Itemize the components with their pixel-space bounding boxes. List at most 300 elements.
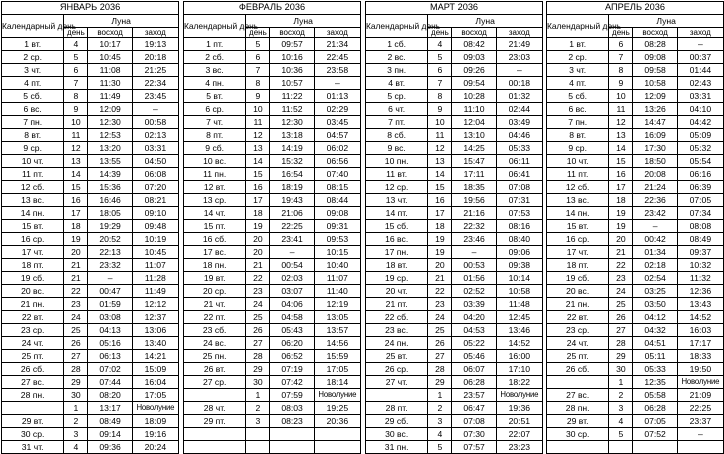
cell-calendar-day: 24 вс. bbox=[184, 337, 246, 350]
cell-moonset: 00:18 bbox=[496, 77, 542, 90]
cell-moon-day: 9 bbox=[428, 103, 452, 116]
cell-moon-day: 28 bbox=[609, 337, 633, 350]
cell-moonrise: 13:10 bbox=[452, 129, 496, 142]
cell-calendar-day: 28 пн. bbox=[547, 402, 609, 415]
cell-moonset: 20:24 bbox=[132, 441, 178, 454]
cell-moon-day: 3 bbox=[246, 415, 270, 428]
cell-moonrise: 07:44 bbox=[88, 376, 132, 389]
cell-moonset: 13:46 bbox=[496, 324, 542, 337]
cell-moon-day: 11 bbox=[246, 116, 270, 129]
cell-calendar-day: 30 ср. bbox=[547, 428, 609, 441]
cell-calendar-day: 4 пт. bbox=[547, 77, 609, 90]
cell-moonset: 19:25 bbox=[314, 402, 360, 415]
table-row bbox=[184, 298, 361, 311]
table-row bbox=[184, 389, 361, 402]
cell-calendar-day: 7 пн. bbox=[547, 116, 609, 129]
cell-calendar-day: 19 сб. bbox=[547, 272, 609, 285]
cell-calendar-day: 4 пн. bbox=[184, 77, 246, 90]
cell-moonrise: 10:17 bbox=[88, 38, 132, 51]
table-row bbox=[366, 168, 543, 181]
cell-moonrise: 11:22 bbox=[270, 90, 314, 103]
cell-calendar-day: 4 вт. bbox=[366, 77, 428, 90]
cell-moonrise: 15:32 bbox=[270, 155, 314, 168]
cell-moonset: 08:21 bbox=[132, 194, 178, 207]
table-row bbox=[366, 129, 543, 142]
cell-moon-day: 30 bbox=[64, 389, 88, 402]
header-rise: восход bbox=[88, 28, 132, 38]
cell-moonrise: 00:53 bbox=[452, 259, 496, 272]
cell-moon-day: 21 bbox=[64, 259, 88, 272]
cell-moonset: – bbox=[314, 77, 360, 90]
cell-moonrise: 05:33 bbox=[633, 363, 677, 376]
cell-moonrise: 15:47 bbox=[452, 155, 496, 168]
cell-moonset: 17:05 bbox=[314, 363, 360, 376]
table-row bbox=[547, 246, 724, 259]
cell-moon-day: 20 bbox=[609, 233, 633, 246]
cell-moonrise: 07:52 bbox=[633, 428, 677, 441]
cell-moon-day: 13 bbox=[64, 155, 88, 168]
cell-moonrise: 03:08 bbox=[88, 311, 132, 324]
cell-moonrise: 07:30 bbox=[452, 428, 496, 441]
cell-moonrise: 10:57 bbox=[270, 77, 314, 90]
cell-moonrise: 18:19 bbox=[270, 181, 314, 194]
cell-moon-day: 3 bbox=[64, 428, 88, 441]
cell-moonset: 01:13 bbox=[314, 90, 360, 103]
cell-moonset: Новолуние bbox=[677, 376, 723, 389]
table-row bbox=[2, 90, 179, 103]
table-row bbox=[366, 51, 543, 64]
cell-moonrise: 10:45 bbox=[88, 51, 132, 64]
cell-moon-day: 6 bbox=[428, 64, 452, 77]
table-row bbox=[366, 402, 543, 415]
cell-moonset: 20:51 bbox=[496, 415, 542, 428]
cell-moonrise: 11:30 bbox=[88, 77, 132, 90]
cell-moonrise: 12:30 bbox=[270, 116, 314, 129]
table-row bbox=[547, 155, 724, 168]
cell-calendar-day: 10 чт. bbox=[2, 155, 64, 168]
table-row bbox=[184, 441, 361, 454]
cell-calendar-day: 18 пт. bbox=[547, 259, 609, 272]
table-row bbox=[184, 103, 361, 116]
cell-moon-day: 7 bbox=[64, 77, 88, 90]
table-row bbox=[366, 350, 543, 363]
cell-moonset: 10:45 bbox=[132, 246, 178, 259]
table-row bbox=[547, 142, 724, 155]
cell-moonset: Новолуние bbox=[132, 402, 178, 415]
table-row bbox=[366, 415, 543, 428]
cell-calendar-day: 30 вс. bbox=[366, 428, 428, 441]
cell-moonrise: 15:36 bbox=[88, 181, 132, 194]
cell-moon-day: 29 bbox=[428, 376, 452, 389]
cell-moon-day: 5 bbox=[64, 51, 88, 64]
cell-moonset: 21:09 bbox=[677, 389, 723, 402]
cell-moonset: 17:17 bbox=[677, 337, 723, 350]
cell-moonset: 11:32 bbox=[677, 272, 723, 285]
cell-moonrise: 13:17 bbox=[88, 402, 132, 415]
header-moon: Луна bbox=[428, 15, 543, 28]
cell-moonset: 19:36 bbox=[496, 402, 542, 415]
cell-moon-day: 19 bbox=[609, 220, 633, 233]
cell-calendar-day: 6 чт. bbox=[366, 103, 428, 116]
cell-calendar-day: 14 чт. bbox=[184, 207, 246, 220]
cell-calendar-day: 22 пт. bbox=[184, 311, 246, 324]
cell-calendar-day: 6 вс. bbox=[547, 103, 609, 116]
table-row bbox=[366, 142, 543, 155]
header-set: заход bbox=[496, 28, 542, 38]
cell-moonrise: 13:55 bbox=[88, 155, 132, 168]
cell-moonrise: 09:57 bbox=[270, 38, 314, 51]
cell-calendar-day: 1 вт. bbox=[547, 38, 609, 51]
cell-moon-day: 21 bbox=[64, 272, 88, 285]
cell-moonset: 14:52 bbox=[496, 337, 542, 350]
cell-calendar-day: 11 вт. bbox=[366, 168, 428, 181]
table-row bbox=[2, 272, 179, 285]
cell-moonset: 01:32 bbox=[496, 90, 542, 103]
cell-calendar-day: 8 сб. bbox=[366, 129, 428, 142]
header-moon-day: день bbox=[246, 28, 270, 38]
cell-calendar-day: 29 вт. bbox=[547, 415, 609, 428]
table-row bbox=[2, 116, 179, 129]
table-row bbox=[366, 207, 543, 220]
table-row bbox=[366, 155, 543, 168]
cell-moonrise: 21:24 bbox=[633, 181, 677, 194]
table-row bbox=[2, 350, 179, 363]
cell-calendar-day: 9 ср. bbox=[2, 142, 64, 155]
table-row bbox=[366, 194, 543, 207]
cell-moonset: 09:08 bbox=[314, 207, 360, 220]
cell-moonset: 08:08 bbox=[677, 220, 723, 233]
cell-moonset: 02:29 bbox=[314, 103, 360, 116]
table-row bbox=[366, 103, 543, 116]
cell-calendar-day: 23 ср. bbox=[2, 324, 64, 337]
cell-moonrise: 23:57 bbox=[452, 389, 496, 402]
cell-moon-day: 19 bbox=[246, 220, 270, 233]
table-row bbox=[366, 337, 543, 350]
cell-moonrise: 16:54 bbox=[270, 168, 314, 181]
table-row bbox=[184, 311, 361, 324]
cell-moonrise: 12:09 bbox=[88, 103, 132, 116]
cell-calendar-day: 20 вс. bbox=[547, 285, 609, 298]
table-row bbox=[184, 155, 361, 168]
table-row bbox=[547, 129, 724, 142]
cell-moonrise: 02:52 bbox=[452, 285, 496, 298]
table-row bbox=[184, 142, 361, 155]
cell-moonset: 06:16 bbox=[677, 168, 723, 181]
cell-moon-day: 29 bbox=[609, 350, 633, 363]
cell-moonset: 00:58 bbox=[132, 116, 178, 129]
cell-moonrise: 07:19 bbox=[270, 363, 314, 376]
table-row bbox=[366, 389, 543, 402]
cell-moonrise: 06:52 bbox=[270, 350, 314, 363]
table-row bbox=[366, 428, 543, 441]
table-row bbox=[366, 272, 543, 285]
cell-calendar-day: 24 пн. bbox=[366, 337, 428, 350]
cell-moon-day: 5 bbox=[246, 38, 270, 51]
cell-moon-day: 5 bbox=[609, 428, 633, 441]
cell-calendar-day: 14 пт. bbox=[366, 207, 428, 220]
cell-moonset: 06:41 bbox=[496, 168, 542, 181]
cell-calendar-day: 25 вт. bbox=[366, 350, 428, 363]
cell-moonrise: 06:20 bbox=[270, 337, 314, 350]
cell-moon-day: 9 bbox=[64, 103, 88, 116]
table-row bbox=[184, 116, 361, 129]
cell-moonrise: – bbox=[633, 220, 677, 233]
month-title: АПРЕЛЬ 2036 bbox=[547, 2, 724, 15]
cell-moonset: 04:50 bbox=[132, 155, 178, 168]
cell-calendar-day: 2 ср. bbox=[547, 51, 609, 64]
cell-calendar-day bbox=[184, 441, 246, 454]
cell-moon-day: 2 bbox=[64, 415, 88, 428]
cell-moonset bbox=[314, 428, 360, 441]
cell-moonrise: 05:58 bbox=[633, 389, 677, 402]
cell-moon-day: 9 bbox=[609, 77, 633, 90]
table-row bbox=[2, 428, 179, 441]
cell-calendar-day: 12 вт. bbox=[184, 181, 246, 194]
cell-calendar-day: 4 пт. bbox=[2, 77, 64, 90]
cell-moon-day: 26 bbox=[64, 337, 88, 350]
table-row bbox=[366, 285, 543, 298]
cell-calendar-day: 15 пт. bbox=[184, 220, 246, 233]
cell-moonrise: 05:22 bbox=[452, 337, 496, 350]
table-row bbox=[547, 428, 724, 441]
cell-moonset: 04:46 bbox=[496, 129, 542, 142]
cell-moonset: 21:49 bbox=[496, 38, 542, 51]
cell-moonrise: 21:16 bbox=[452, 207, 496, 220]
cell-moonset: 10:58 bbox=[496, 285, 542, 298]
table-row bbox=[366, 38, 543, 51]
table-row bbox=[2, 285, 179, 298]
cell-moon-day: 6 bbox=[64, 64, 88, 77]
cell-moonset: – bbox=[677, 38, 723, 51]
month-title: ЯНВАРЬ 2036 bbox=[2, 2, 179, 15]
cell-moonset: 04:42 bbox=[677, 116, 723, 129]
cell-moon-day: 17 bbox=[609, 181, 633, 194]
cell-calendar-day: 23 ср. bbox=[547, 324, 609, 337]
cell-calendar-day: 24 чт. bbox=[547, 337, 609, 350]
cell-moonrise: 07:42 bbox=[270, 376, 314, 389]
table-row bbox=[184, 38, 361, 51]
table-row bbox=[2, 194, 179, 207]
cell-calendar-day: 17 пн. bbox=[366, 246, 428, 259]
table-row bbox=[547, 389, 724, 402]
cell-moonset: 09:53 bbox=[314, 233, 360, 246]
cell-calendar-day: 3 вс. bbox=[184, 64, 246, 77]
table-row bbox=[547, 220, 724, 233]
cell-moon-day: 21 bbox=[428, 272, 452, 285]
cell-calendar-day: 5 сб. bbox=[2, 90, 64, 103]
cell-calendar-day: 22 вт. bbox=[547, 311, 609, 324]
cell-moon-day: 8 bbox=[428, 90, 452, 103]
cell-calendar-day bbox=[2, 402, 64, 415]
cell-moonrise: 04:32 bbox=[633, 324, 677, 337]
cell-moonrise: 08:49 bbox=[88, 415, 132, 428]
table-row bbox=[547, 337, 724, 350]
cell-moon-day: 2 bbox=[246, 402, 270, 415]
cell-moonset: 06:56 bbox=[314, 155, 360, 168]
table-row bbox=[2, 402, 179, 415]
cell-moon-day: 10 bbox=[246, 103, 270, 116]
cell-moonset: 17:10 bbox=[496, 363, 542, 376]
cell-moon-day: 29 bbox=[246, 363, 270, 376]
cell-moon-day: 4 bbox=[609, 415, 633, 428]
month-table bbox=[1, 1, 179, 452]
cell-moon-day: 20 bbox=[428, 259, 452, 272]
cell-moonrise: 04:12 bbox=[633, 311, 677, 324]
cell-calendar-day: 9 ср. bbox=[547, 142, 609, 155]
cell-calendar-day: 14 пн. bbox=[547, 207, 609, 220]
table-row bbox=[184, 259, 361, 272]
cell-moon-day: 27 bbox=[246, 337, 270, 350]
table-row bbox=[2, 207, 179, 220]
cell-moon-day: 30 bbox=[609, 363, 633, 376]
table-row bbox=[547, 324, 724, 337]
table-row bbox=[547, 64, 724, 77]
cell-calendar-day: 15 сб. bbox=[366, 220, 428, 233]
cell-moonset: 18:14 bbox=[314, 376, 360, 389]
cell-moonrise: 03:39 bbox=[452, 298, 496, 311]
cell-moonrise: 11:10 bbox=[452, 103, 496, 116]
table-row bbox=[366, 324, 543, 337]
cell-calendar-day: 2 ср. bbox=[2, 51, 64, 64]
cell-moon-day: 7 bbox=[246, 64, 270, 77]
cell-moonset: 07:31 bbox=[496, 194, 542, 207]
cell-calendar-day: 19 ср. bbox=[366, 272, 428, 285]
cell-moonrise: 00:54 bbox=[270, 259, 314, 272]
cell-moonset: 23:23 bbox=[496, 441, 542, 454]
cell-moonrise: 16:09 bbox=[633, 129, 677, 142]
header-moon-day: день bbox=[64, 28, 88, 38]
cell-moonset: 23:58 bbox=[314, 64, 360, 77]
cell-moonrise: 08:20 bbox=[88, 389, 132, 402]
table-row bbox=[184, 324, 361, 337]
cell-moonset: 11:40 bbox=[314, 285, 360, 298]
cell-moonrise: 09:03 bbox=[452, 51, 496, 64]
cell-moon-day: 26 bbox=[609, 311, 633, 324]
cell-moon-day: 26 bbox=[246, 324, 270, 337]
cell-moonrise: 17:11 bbox=[452, 168, 496, 181]
table-row bbox=[2, 64, 179, 77]
header-set: заход bbox=[314, 28, 360, 38]
cell-calendar-day: 8 вт. bbox=[547, 129, 609, 142]
cell-calendar-day: 11 пт. bbox=[547, 168, 609, 181]
header-moon-day: день bbox=[428, 28, 452, 38]
table-row bbox=[547, 168, 724, 181]
cell-calendar-day: 7 пт. bbox=[366, 116, 428, 129]
cell-moonrise: 06:28 bbox=[633, 402, 677, 415]
cell-calendar-day: 10 пн. bbox=[366, 155, 428, 168]
table-row bbox=[547, 272, 724, 285]
cell-moonrise: 17:30 bbox=[633, 142, 677, 155]
cell-calendar-day: 13 вс. bbox=[2, 194, 64, 207]
cell-moonset: 11:49 bbox=[132, 285, 178, 298]
cell-moon-day: 1 bbox=[609, 376, 633, 389]
cell-moonset: 10:14 bbox=[496, 272, 542, 285]
table-row bbox=[184, 77, 361, 90]
cell-calendar-day: 31 пн. bbox=[366, 441, 428, 454]
cell-moonset: 04:10 bbox=[677, 103, 723, 116]
cell-moon-day: 30 bbox=[246, 376, 270, 389]
cell-moon-day: 16 bbox=[64, 194, 88, 207]
table-row bbox=[547, 415, 724, 428]
cell-moonset: 12:45 bbox=[496, 311, 542, 324]
table-row bbox=[2, 337, 179, 350]
cell-calendar-day: 11 пн. bbox=[184, 168, 246, 181]
cell-moonset: 21:34 bbox=[314, 38, 360, 51]
cell-moonrise: 23:42 bbox=[633, 207, 677, 220]
table-row bbox=[184, 181, 361, 194]
cell-moonrise bbox=[270, 441, 314, 454]
moon-table bbox=[546, 1, 724, 454]
cell-moonrise: 23:41 bbox=[270, 233, 314, 246]
cell-calendar-day: 24 чт. bbox=[2, 337, 64, 350]
table-row bbox=[547, 51, 724, 64]
cell-moon-day: 12 bbox=[428, 142, 452, 155]
cell-moon-day: 23 bbox=[246, 285, 270, 298]
cell-moon-day: 17 bbox=[428, 207, 452, 220]
cell-calendar-day: 26 ср. bbox=[366, 363, 428, 376]
cell-moonset: 23:45 bbox=[132, 90, 178, 103]
cell-moonset: 12:19 bbox=[314, 298, 360, 311]
table-row bbox=[2, 415, 179, 428]
cell-calendar-day: 7 чт. bbox=[184, 116, 246, 129]
cell-calendar-day: 1 вт. bbox=[2, 38, 64, 51]
cell-moonset: 16:00 bbox=[496, 350, 542, 363]
cell-calendar-day: 18 вт. bbox=[366, 259, 428, 272]
cell-moonset: 03:31 bbox=[132, 142, 178, 155]
cell-moonrise: 04:58 bbox=[270, 311, 314, 324]
cell-moon-day: 15 bbox=[64, 181, 88, 194]
cell-moonset: 13:05 bbox=[314, 311, 360, 324]
cell-moon-day: 19 bbox=[64, 233, 88, 246]
cell-moonset: 22:25 bbox=[677, 402, 723, 415]
cell-moonset: 20:36 bbox=[314, 415, 360, 428]
cell-calendar-day: 23 вс. bbox=[366, 324, 428, 337]
cell-moon-day: 4 bbox=[428, 38, 452, 51]
cell-moonset: 18:22 bbox=[496, 376, 542, 389]
cell-moon-day bbox=[246, 441, 270, 454]
table-row bbox=[2, 324, 179, 337]
table-row bbox=[366, 363, 543, 376]
cell-moon-day: 6 bbox=[246, 51, 270, 64]
cell-moon-day: 8 bbox=[246, 77, 270, 90]
table-row bbox=[547, 259, 724, 272]
table-row bbox=[547, 233, 724, 246]
cell-moonrise: 18:05 bbox=[88, 207, 132, 220]
table-row bbox=[547, 350, 724, 363]
cell-moonset: 09:37 bbox=[677, 246, 723, 259]
cell-calendar-day: 5 вт. bbox=[184, 90, 246, 103]
cell-moonset: – bbox=[132, 103, 178, 116]
cell-moon-day: 16 bbox=[609, 168, 633, 181]
table-row bbox=[2, 103, 179, 116]
cell-moon-day: 19 bbox=[428, 233, 452, 246]
cell-moonset: 06:08 bbox=[132, 168, 178, 181]
cell-moon-day: 8 bbox=[64, 90, 88, 103]
cell-moon-day: 6 bbox=[609, 38, 633, 51]
cell-moonrise: 06:13 bbox=[88, 350, 132, 363]
cell-moon-day: 23 bbox=[609, 272, 633, 285]
header-moon: Луна bbox=[609, 15, 724, 28]
cell-moonset: 09:38 bbox=[496, 259, 542, 272]
cell-moonset: 10:15 bbox=[314, 246, 360, 259]
cell-moonset: 15:59 bbox=[314, 350, 360, 363]
cell-calendar-day: 27 вс. bbox=[2, 376, 64, 389]
cell-moonset: 16:04 bbox=[132, 376, 178, 389]
cell-calendar-day: 28 чт. bbox=[184, 402, 246, 415]
cell-moonrise: 22:25 bbox=[270, 220, 314, 233]
cell-moonrise: 20:08 bbox=[633, 168, 677, 181]
cell-moonset: 16:03 bbox=[677, 324, 723, 337]
